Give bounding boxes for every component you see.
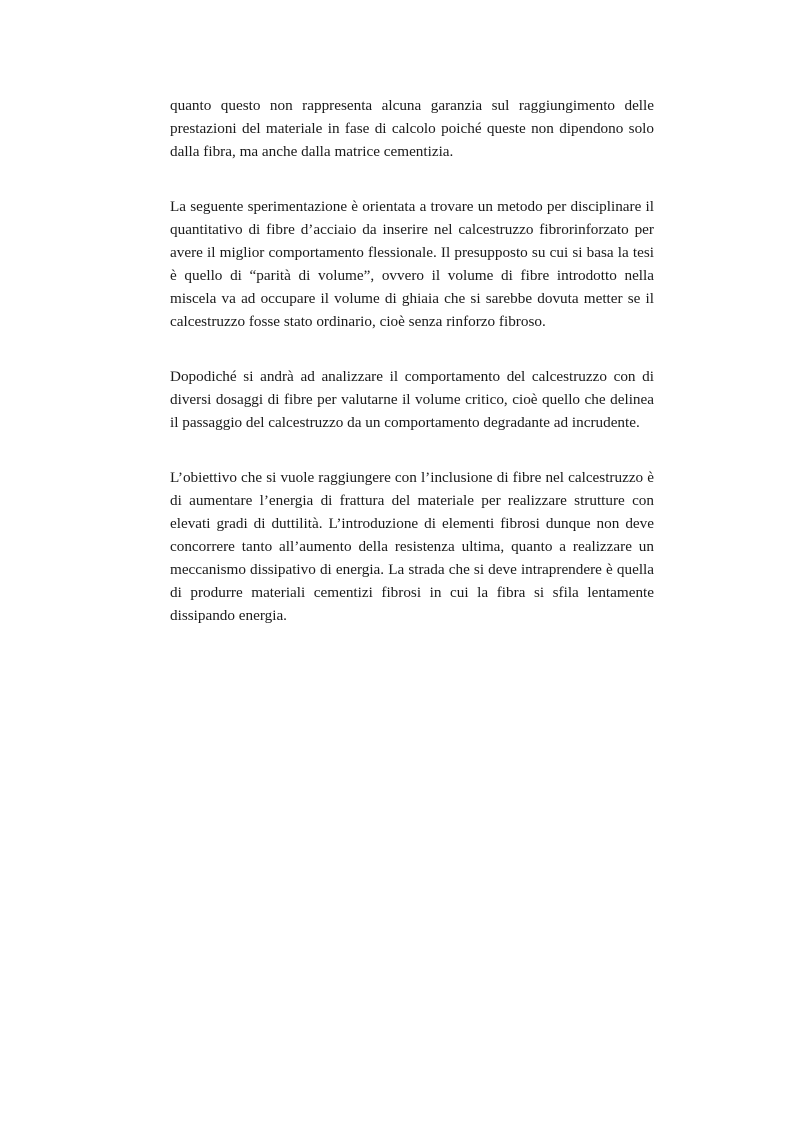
body-text: [170, 94, 654, 659]
paragraph-4: L’obiettivo che si vuole raggiungere con l’inclusione di fibre nel calcestruzzo è di aumentare l’energia di frattura del materiale per realizzare strutture con elevati gradi di duttilità. L’introduzione di elementi fibrosi dunque non deve concorrere tanto all’aumento della resistenza ultima, quanto a realizzare un meccanismo dissipativo di energia. La strada che si deve intraprendere è quella di produrre materiali cementizi fibrosi in cui la fibra si sfila lentamente dissipando energia.: [170, 469, 654, 624]
paragraph-2: La seguente sperimentazione è orientata a trovare un metodo per disciplinare il quantitativo di fibre d’acciaio da inserire nel calcestruzzo fibrorinforzato per avere il miglior comportamento flessionale. Il presupposto su cui si basa la tesi è quello di “parità di volume”, ovvero il volume di fibre introdotto nella miscela va ad occupare il volume di ghiaia che si sarebbe dovuta metter se il calcestruzzo fosse stato ordinario, cioè senza rinforzo fibroso.: [170, 198, 654, 330]
paragraph-3: Dopodiché si andrà ad analizzare il comportamento del calcestruzzo con di diversi dosaggi di fibre per valutarne il volume critico, cioè quello che delinea il passaggio del calcestruzzo da un comportamento degradante ad incrudente.: [170, 368, 654, 431]
paragraph-1: quanto questo non rappresenta alcuna garanzia sul raggiungimento delle prestazioni del materiale in fase di calcolo poiché queste non dipendono solo dalla fibra, ma anche dalla matrice cementizia.: [170, 97, 654, 160]
